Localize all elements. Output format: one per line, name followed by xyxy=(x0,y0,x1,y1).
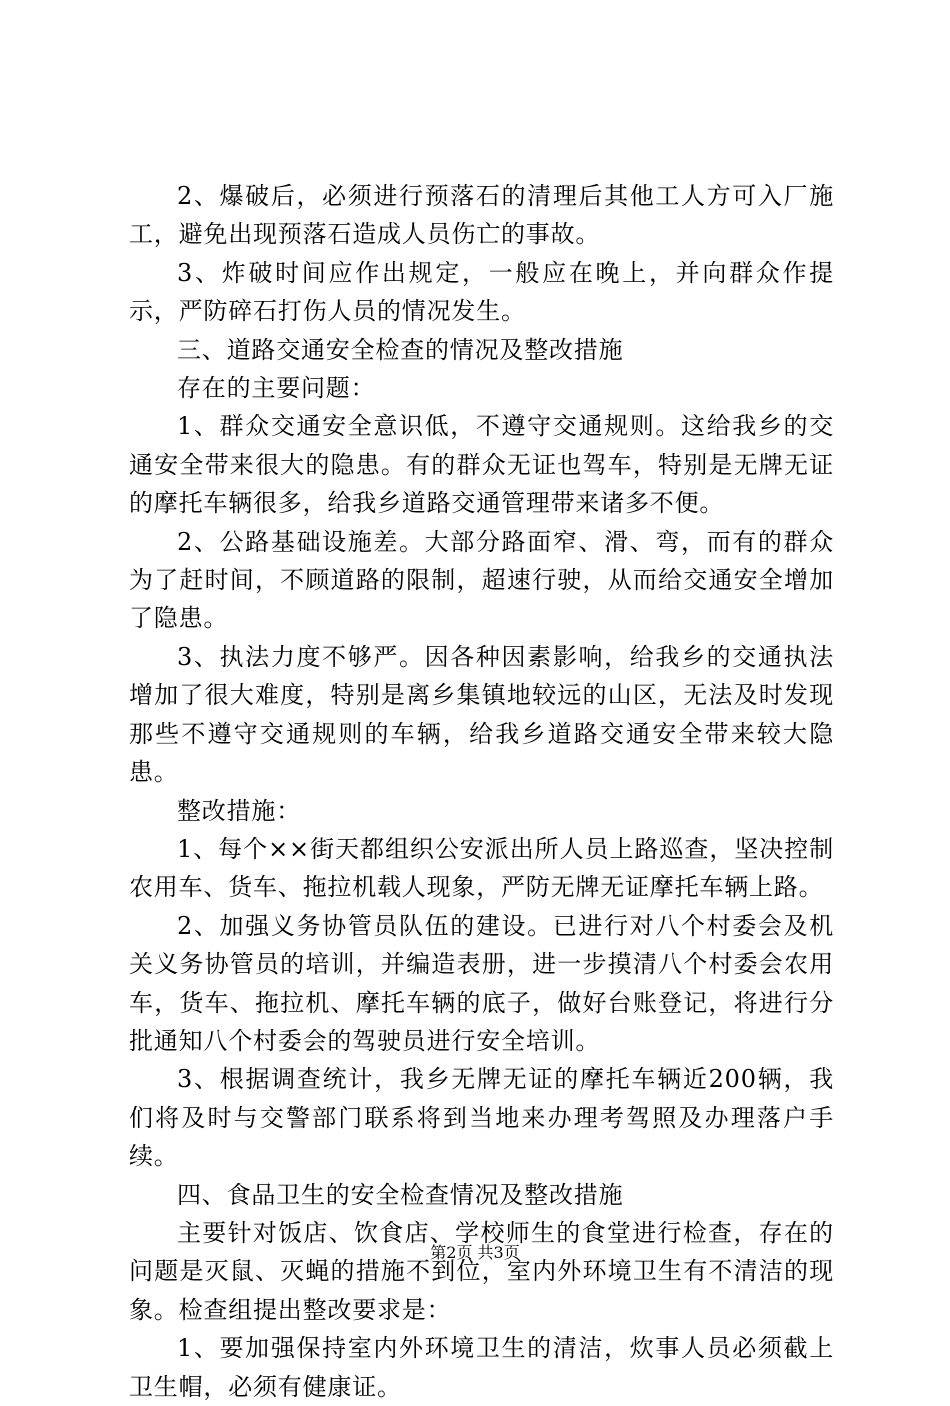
subheading: 整改措施： xyxy=(177,796,301,825)
document-body xyxy=(129,177,834,1406)
paragraph: 3、执法力度不够严。因各种因素影响，给我乡的交通执法增加了很大难度，特别是离乡集镇地较远的山区，无法及时发现那些不遵守交通规则的车辆，给我乡道路交通安全带来较大隐患。 xyxy=(129,642,834,787)
paragraph: 2、公路基础设施差。大部分路面窄、滑、弯，而有的群众为了赶时间，不顾道路的限制，超速行驶，从而给交通安全增加了隐患。 xyxy=(129,527,834,633)
paragraph: 2、爆破后，必须进行预落石的清理后其他工人方可入厂施工，避免出现预落石造成人员伤亡的事故。 xyxy=(129,182,834,249)
section-heading: 三、道路交通安全检查的情况及整改措施 xyxy=(177,335,624,364)
subheading: 存在的主要问题： xyxy=(177,374,376,403)
section-heading: 四、食品卫生的安全检查情况及整改措施 xyxy=(177,1180,624,1209)
paragraph: 3、炸破时间应作出规定，一般应在晚上，并向群众作提示，严防碎石打伤人员的情况发生。 xyxy=(129,258,834,326)
paragraph: 3、根据调查统计，我乡无牌无证的摩托车辆近200辆，我们将及时与交警部门联系将到当地来办理考驾照及办理落户手续。 xyxy=(129,1065,834,1171)
paragraph: 2、加强义务协管员队伍的建设。已进行对八个村委会及机关义务协管员的培训，并编造表册，进一步摸清八个村委会农用车，货车、拖拉机、摩托车辆的底子，做好台账登记，将进行分批通知八个村委会的驾驶员进行安全培训。 xyxy=(129,911,834,1055)
paragraph: 1、要加强保持室内外环境卫生的清洁，炊事人员必须截上卫生帽，必须有健康证。 xyxy=(129,1334,834,1401)
paragraph: 1、每个××街天都组织公安派出所人员上路巡查，坚决控制农用车、货车、拖拉机载人现象，严防无牌无证摩托车辆上路。 xyxy=(129,834,834,902)
paragraph: 主要针对饭店、饮食店、学校师生的食堂进行检查，存在的问题是灭鼠、灭蝇的措施不到位，室内外环境卫生有不清洁的现象。检查组提出整改要求是： xyxy=(129,1218,834,1324)
page-number: 第2页 共3页 xyxy=(430,1243,520,1262)
paragraph: 1、群众交通安全意识低，不遵守交通规则。这给我乡的交通安全带来很大的隐患。有的群众无证也驾车，特别是无牌无证的摩托车辆很多，给我乡道路交通管理带来诸多不便。 xyxy=(129,412,834,518)
